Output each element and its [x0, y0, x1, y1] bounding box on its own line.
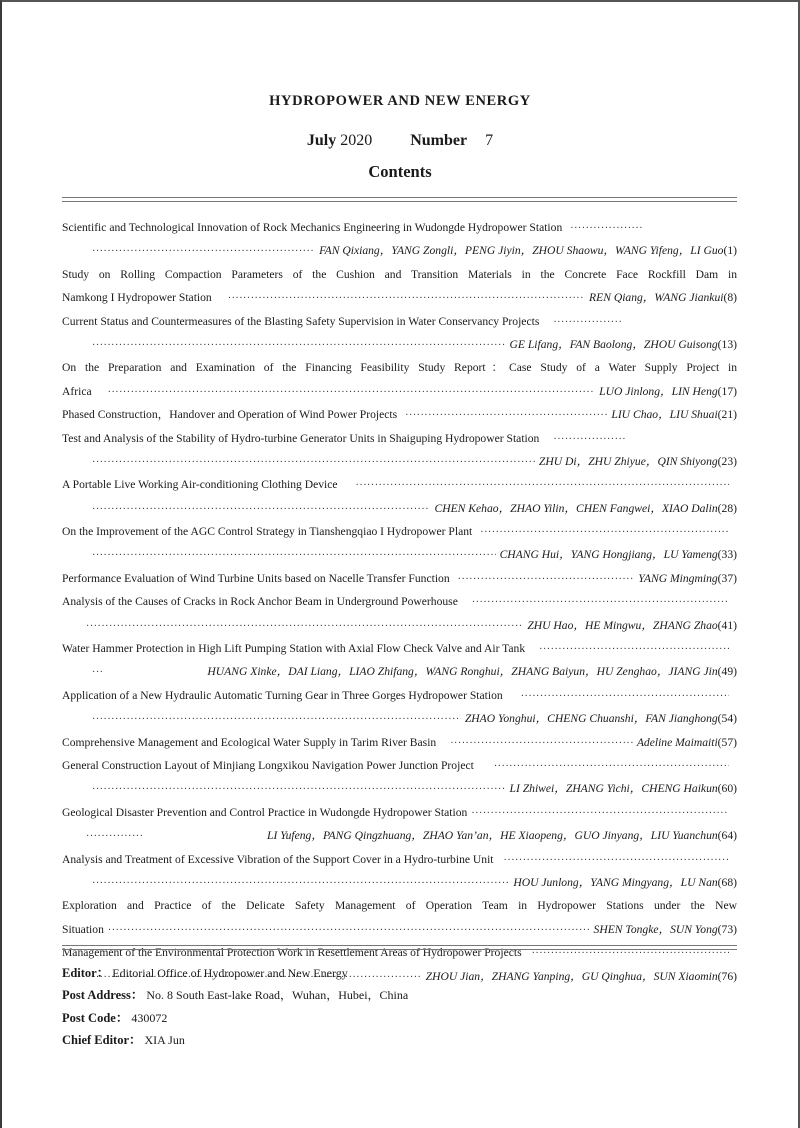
bottom-double-rule [62, 945, 737, 950]
address-label: Post Address： [62, 988, 144, 1003]
toc-entry-authors [62, 497, 737, 520]
postcode-label: Post Code： [62, 1010, 129, 1025]
editor-row [62, 962, 408, 984]
article-page: (41) [717, 618, 737, 632]
issue-number: 7 [485, 132, 494, 149]
journal-title: HYDROPOWER AND NEW ENERGY [269, 93, 531, 109]
article-page: (37) [717, 571, 737, 585]
toc-entry-title[interactable] [62, 310, 737, 333]
address-value: No. 8 South East-lake Road，Wuhan，Hubei，China [146, 988, 409, 1003]
dot-leader [92, 872, 509, 894]
toc-entry-title[interactable] [62, 356, 737, 379]
article-page: (64) [717, 829, 737, 843]
dot-leader [86, 825, 142, 847]
dot-leader [92, 708, 461, 730]
chief-editor-row [62, 1029, 408, 1051]
article-page: (13) [717, 337, 737, 351]
article-page: (23) [717, 454, 737, 468]
article-title[interactable]: Geological Disaster Prevention and Control Practice in Wudongde Hydropower Station [62, 805, 468, 819]
toc-entry-authors [62, 707, 737, 730]
dot-leader [553, 311, 623, 333]
article-page: (1) [723, 244, 737, 258]
article-title[interactable]: On the Preparation and Examination of the Financing Feasibility Study Report：Case Study of a Water Supply Project in [62, 361, 737, 375]
dot-leader [471, 802, 729, 824]
article-title[interactable]: Scientific and Technological Innovation of Rock Mechanics Engineering in Wudongde Hydropower Station [62, 221, 563, 234]
article-authors: LUO Jinlong，LIN Heng [599, 384, 718, 398]
toc-entry-title[interactable] [62, 590, 737, 613]
article-authors: LIU Chao，LIU Shuai [611, 408, 718, 422]
dot-leader [92, 544, 496, 566]
editor-value: Editorial Office of Hydropower and New Energy [112, 966, 348, 980]
article-authors: CHEN Kehao，ZHAO Yilin，CHEN Fangwei，XIAO Dalin [434, 501, 718, 515]
dot-leader [504, 849, 729, 871]
article-title-cont[interactable]: Situation [62, 922, 104, 936]
article-authors: LI Zhiwei，ZHANG Yichi，CHENG Haikun [509, 782, 718, 796]
article-authors: CHANG Hui，YANG Hongjiang，LU Yameng [499, 548, 718, 562]
toc-entry-authors [62, 450, 737, 473]
month-label: July [306, 132, 337, 149]
dot-leader [92, 240, 315, 262]
toc-entry-title[interactable] [62, 637, 737, 660]
article-title-cont[interactable]: Namkong I Hydropower Station [62, 291, 212, 305]
toc-entry-title[interactable] [62, 684, 737, 707]
article-authors: REN Qiang，WANG Jiankui [589, 291, 724, 305]
article-page: (8) [723, 291, 737, 305]
article-title[interactable]: Test and Analysis of the Stability of Hydro-turbine Generator Units in Shaiguping Hydropower Station [62, 431, 540, 445]
article-title[interactable]: Application of a New Hydraulic Automatic Turning Gear in Three Gorges Hydropower Station [62, 688, 503, 702]
toc-entry-title[interactable] [62, 216, 737, 239]
chief-editor-value: XIA Jun [144, 1033, 185, 1048]
article-authors: Adeline Maimaiti [636, 735, 718, 749]
year: 2020 [340, 132, 373, 149]
dot-leader [494, 755, 729, 777]
toc-entry-authors [62, 239, 737, 262]
toc-entry-title-cont[interactable] [62, 918, 737, 941]
dot-leader [92, 451, 535, 473]
toc-entry-title[interactable] [62, 473, 737, 496]
article-title[interactable]: Management of the Environmental Protection Work in Resettlement Areas of Hydropower Projects [62, 946, 522, 960]
article-page: (54) [717, 712, 737, 726]
toc-entry-authors [62, 824, 737, 847]
article-authors: GE Lifang，FAN Baolong，ZHOU Guisong [509, 337, 718, 351]
toc-entry-authors [62, 660, 737, 683]
article-page: (17) [717, 384, 737, 398]
dot-leader [405, 404, 607, 426]
toc-entry-authors [62, 333, 737, 356]
article-page: (49) [717, 665, 737, 679]
dot-leader [92, 661, 104, 683]
article-title-cont[interactable]: Africa [62, 384, 92, 398]
dot-leader [356, 474, 729, 496]
table-of-contents [62, 216, 737, 988]
article-page: (57) [717, 735, 737, 749]
toc-entry-title[interactable] [62, 520, 737, 543]
dot-leader [480, 521, 729, 543]
article-title[interactable]: Comprehensive Management and Ecological Water Supply in Tarim River Basin [62, 735, 437, 749]
article-page: (73) [717, 922, 737, 936]
number-label: Number [410, 132, 468, 149]
dot-leader [86, 615, 523, 637]
toc-entry-authors [62, 614, 737, 637]
toc-entry-authors [62, 777, 737, 800]
dot-leader [450, 732, 633, 754]
article-title[interactable]: Current Status and Countermeasures of the Blasting Safety Supervision in Water Conservancy Projects [62, 314, 540, 328]
imprint [62, 962, 408, 1052]
dot-leader [92, 778, 506, 800]
toc-entry-title[interactable] [62, 894, 737, 917]
article-authors: ZHAO Yonghui，CHENG Chuanshi，FAN Jianghong [464, 712, 718, 726]
toc-entry-authors [62, 871, 737, 894]
dot-leader [228, 287, 585, 309]
article-title[interactable]: General Construction Layout of Minjiang Longxikou Navigation Power Junction Project [62, 758, 474, 772]
article-title[interactable]: Exploration and Practice of the Delicate Safety Management of Operation Team in Hydropower Stations under the New [62, 899, 737, 913]
article-authors: ZHU Hao，HE Mingwu，ZHANG Zhao [527, 618, 718, 632]
article-authors: SHEN Tongke，SUN Yong [593, 922, 718, 936]
article-authors: YANG Mingming [638, 571, 718, 585]
article-title[interactable]: Analysis and Treatment of Excessive Vibration of the Support Cover in a Hydro-turbine Unit [62, 852, 494, 866]
dot-leader [92, 334, 506, 356]
article-title[interactable]: Study on Rolling Compaction Parameters of the Cushion and Transition Materials in the Concrete Face Rockfill Dam in [62, 267, 737, 281]
dot-leader [108, 919, 590, 941]
article-authors: FAN Qixiang，YANG Zongli，PENG Jiyin，ZHOU Shaowu，WANG Yifeng，LI Guo [319, 244, 724, 258]
toc-entry-title[interactable] [62, 754, 737, 777]
dot-leader [553, 428, 627, 450]
article-title[interactable]: On the Improvement of the AGC Control Strategy in Tianshengqiao I Hydropower Plant [62, 525, 473, 539]
address-row [62, 984, 408, 1006]
article-authors: ZHOU Jian，ZHANG Yanping，GU Qinghua，SUN Xiaomin [425, 969, 718, 983]
editor-label: Editor： [62, 966, 110, 980]
postcode-row [62, 1007, 408, 1029]
toc-entry-title[interactable] [62, 427, 737, 450]
article-page: (68) [717, 875, 737, 889]
article-authors: LI Yufeng，PANG Qingzhuang，ZHAO Yan’an，HE Xiaopeng，GUO Jinyang，LIU Yuanchun [267, 829, 718, 843]
toc-entry[interactable] [62, 567, 737, 590]
article-page: (28) [717, 501, 737, 515]
dot-leader [108, 381, 596, 403]
toc-entry-title[interactable] [62, 801, 737, 824]
toc-entry-title-cont[interactable] [62, 286, 737, 309]
toc-entry[interactable] [62, 731, 737, 754]
toc-entry-title-cont[interactable] [62, 380, 737, 403]
toc-entry-title[interactable] [62, 263, 737, 286]
article-authors: HOU Junlong，YANG Mingyang，LU Nan [513, 875, 718, 889]
article-page: (33) [717, 548, 737, 562]
article-page: (21) [717, 408, 737, 422]
dot-leader [539, 638, 729, 660]
article-title[interactable]: A Portable Live Working Air-conditioning Clothing Device [62, 478, 338, 492]
dot-leader [472, 591, 729, 613]
dot-leader [521, 685, 729, 707]
toc-entry-authors [62, 543, 737, 566]
postcode-value: 430072 [131, 1010, 168, 1025]
article-authors: ZHU Di，ZHU Zhiyue，QIN Shiyong [538, 454, 718, 468]
article-title[interactable]: Phased Construction，Handover and Operation of Wind Power Projects [62, 408, 398, 422]
dot-leader [92, 498, 430, 520]
article-page: (76) [717, 969, 737, 983]
contents-heading: Contents [368, 162, 432, 181]
article-title[interactable]: Analysis of the Causes of Cracks in Rock Anchor Beam in Underground Powerhouse [62, 595, 458, 609]
top-double-rule [62, 197, 737, 202]
article-title[interactable]: Performance Evaluation of Wind Turbine Units based on Nacelle Transfer Function [62, 571, 450, 585]
issue-line [0, 132, 800, 150]
toc-entry-title[interactable] [62, 848, 737, 871]
article-authors: HUANG Xinke，DAI Liang，LIAO Zhifang，WANG Ronghui，ZHANG Baiyun，HU Zenghao，JIANG Jin [207, 665, 718, 679]
article-title[interactable]: Water Hammer Protection in High Lift Pumping Station with Axial Flow Check Valve and Air Tank [62, 642, 526, 656]
chief-editor-label: Chief Editor： [62, 1033, 142, 1048]
article-page: (60) [717, 782, 737, 796]
toc-entry[interactable] [62, 403, 737, 426]
dot-leader [570, 217, 644, 239]
dot-leader [458, 568, 635, 590]
